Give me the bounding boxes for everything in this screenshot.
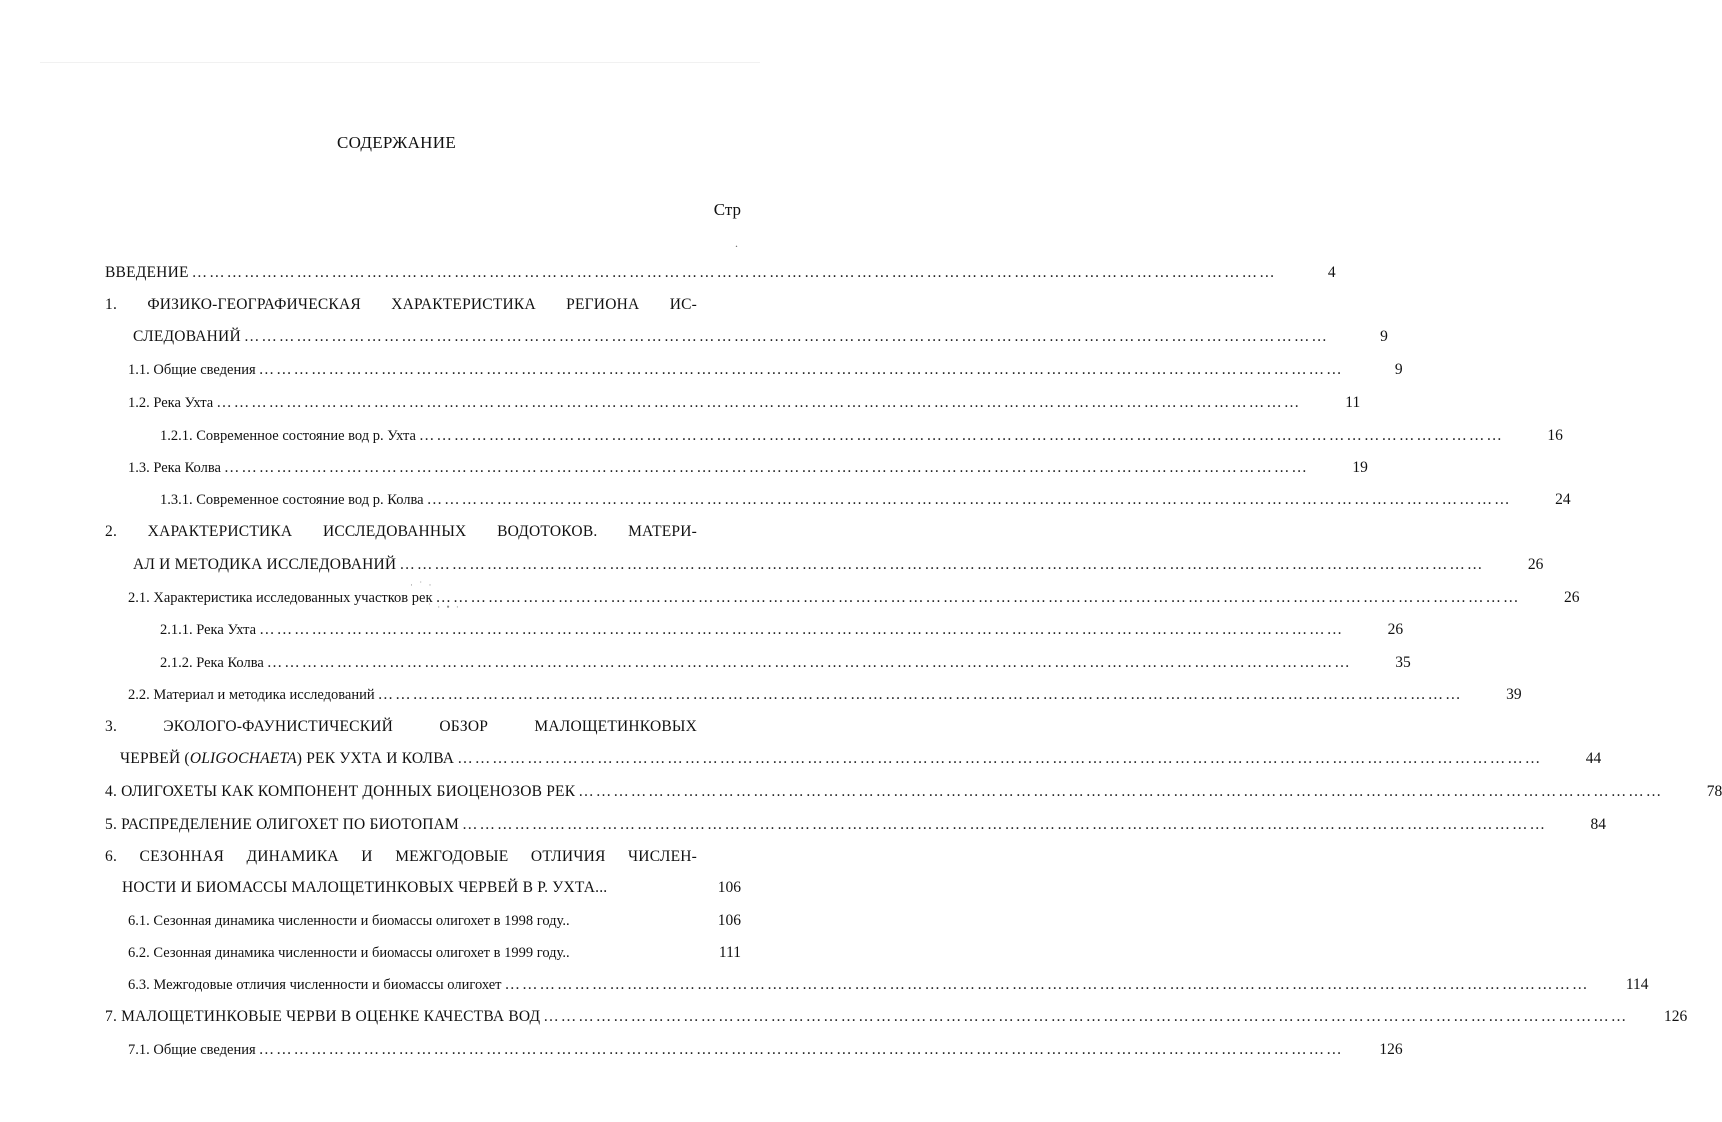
toc-entry-page: 19 [1352,459,1368,476]
toc-entry-page: 9 [1394,361,1403,378]
toc-entry-text: 1.3. Река Колва [128,460,221,476]
toc-entry[interactable] [160,421,1563,451]
toc-entry-text-pre: ЧЕРВЕЙ ( [120,750,190,767]
toc-entry-text: 2.1. Характеристика исследованных участков рек [128,590,433,606]
page-column-suffix: . [735,236,738,250]
toc-entry-page: 111 [718,944,741,961]
dot-leader [457,744,1542,774]
toc-entry[interactable] [105,258,1336,288]
toc-entry[interactable] [128,453,1368,483]
toc-entry-page: 114 [1625,976,1649,993]
toc-entry[interactable] [128,680,1522,710]
toc-entry[interactable] [105,810,1606,840]
toc-entry[interactable] [105,712,697,742]
toc-entry-text: 6. СЕЗОННАЯ ДИНАМИКА И МЕЖГОДОВЫЕ ОТЛИЧИЯ ЧИСЛЕН- [105,848,697,865]
dot-leader [244,322,1329,352]
dot-leader [436,583,1521,613]
toc-entry-text: 2. ХАРАКТЕРИСТИКА ИССЛЕДОВАННЫХ ВОДОТОКОВ. МАТЕРИ- [105,523,697,540]
toc-entry[interactable] [128,355,1403,385]
dot-leader [462,810,1547,840]
toc-entry[interactable] [120,744,1602,774]
scan-edge [40,62,760,63]
toc-entry-text: 6.2. Сезонная динамика численности и биомассы олигохет в 1999 году.. [128,945,570,961]
toc-entry-text: ВВЕДЕНИЕ [105,264,189,281]
page-column-label: Стр [713,200,741,219]
toc-entry-page: 26 [1564,589,1580,606]
toc-entry-page: 11 [1345,394,1361,411]
toc-entry-text: 6.3. Межгодовые отличия численности и биомассы олигохет [128,977,502,993]
toc-entry-page: 39 [1506,686,1522,703]
toc-entry-text: СЛЕДОВАНИЙ [133,328,241,345]
toc-entry[interactable] [133,550,1544,580]
toc-entry-page: 106 [717,912,741,929]
dot-leader [224,453,1309,483]
dot-leader [427,485,1512,515]
toc-entry-page: 24 [1555,491,1571,508]
toc-entry-page: 106 [717,879,741,896]
toc-entry[interactable] [128,1035,1403,1065]
dot-leader [267,648,1352,678]
toc-entry-text: 7.1. Общие сведения [128,1042,256,1058]
dot-leader [505,970,1590,1000]
toc-entry-page: 4 [1327,264,1336,281]
toc-entry-page: 44 [1585,750,1602,767]
toc-entry[interactable] [105,290,697,320]
toc-entry-page: 16 [1547,427,1563,444]
toc-entry-text [120,744,454,774]
toc-entry-page: 84 [1590,816,1606,833]
toc-entry-page: 26 [1387,621,1404,638]
toc-entry-page: 78 [1706,783,1722,800]
toc-entry-text-post: ) РЕК УХТА И КОЛВА [296,750,455,767]
toc-entry-text: НОСТИ И БИОМАССЫ МАЛОЩЕТИНКОВЫХ ЧЕРВЕЙ В Р. УХТА... [122,879,608,896]
dot-leader [259,615,1344,645]
toc-entry-text: 4. ОЛИГОХЕТЫ КАК КОМПОНЕНТ ДОННЫХ БИОЦЕНОЗОВ РЕК [105,783,576,800]
dot-leader [259,1035,1344,1065]
toc-entry-page: 9 [1380,328,1388,345]
scan-speck: ˙ · • · [428,602,461,612]
dot-leader [216,388,1301,418]
toc-entry-text-italic: OLIGOCHAETA [189,750,297,767]
dot-leader [259,355,1344,385]
toc-entry[interactable] [160,648,1411,678]
toc-entry[interactable] [105,1002,1688,1032]
toc-entry-text: 2.1.2. Река Колва [160,655,264,671]
toc-entry-text: 5. РАСПРЕДЕЛЕНИЕ ОЛИГОХЕТ ПО БИОТОПАМ [105,816,459,833]
toc-entry[interactable] [133,322,1388,352]
dot-leader [543,1002,1628,1032]
toc-entry-text: 2.2. Материал и методика исследований [128,687,375,703]
toc-entry-page: 35 [1395,654,1411,671]
toc-entry-text: 1. ФИЗИКО-ГЕОГРАФИЧЕСКАЯ ХАРАКТЕРИСТИКА РЕГИОНА ИС- [105,296,697,313]
toc-entry[interactable] [160,615,1404,645]
toc-entry-text: 6.1. Сезонная динамика численности и биомассы олигохет в 1998 году.. [128,913,570,929]
toc-entry-page: 126 [1379,1041,1403,1058]
dot-leader [192,258,1277,288]
dot-leader [399,550,1484,580]
scan-speck: · ˙ · [410,580,434,590]
toc-entry[interactable] [128,583,1580,613]
dot-leader [419,421,1504,451]
toc-entry[interactable] [105,842,697,872]
toc-entry[interactable] [128,388,1361,418]
toc-entry-text: 1.3.1. Современное состояние вод р. Колва [160,492,424,508]
toc-entry[interactable] [105,777,1722,807]
page-title: СОДЕРЖАНИЕ [336,133,457,152]
toc-entry[interactable] [128,906,741,936]
toc-entry-text: 2.1.1. Река Ухта [160,622,257,638]
toc-entry-text: 1.1. Общие сведения [128,362,256,378]
toc-entry-text: 7. МАЛОЩЕТИНКОВЫЕ ЧЕРВИ В ОЦЕНКЕ КАЧЕСТВА ВОД [105,1008,541,1025]
dot-leader [578,777,1663,807]
toc-entry-page: 26 [1527,556,1544,573]
toc-entry[interactable] [105,517,697,547]
toc-entry[interactable] [122,873,741,903]
toc-entry-text: АЛ И МЕТОДИКА ИССЛЕДОВАНИЙ [133,556,397,573]
toc-entry-text: 1.2. Река Ухта [128,395,214,411]
toc-entry-page: 126 [1664,1008,1688,1025]
toc-entry[interactable] [128,938,741,968]
toc-entry[interactable] [160,485,1571,515]
toc-entry-text: 1.2.1. Современное состояние вод р. Ухта [160,428,416,444]
toc-entry[interactable] [128,970,1649,1000]
dot-leader [378,680,1463,710]
toc-entry-text: 3. ЭКОЛОГО-ФАУНИСТИЧЕСКИЙ ОБЗОР МАЛОЩЕТИНКОВЫХ [105,718,697,735]
